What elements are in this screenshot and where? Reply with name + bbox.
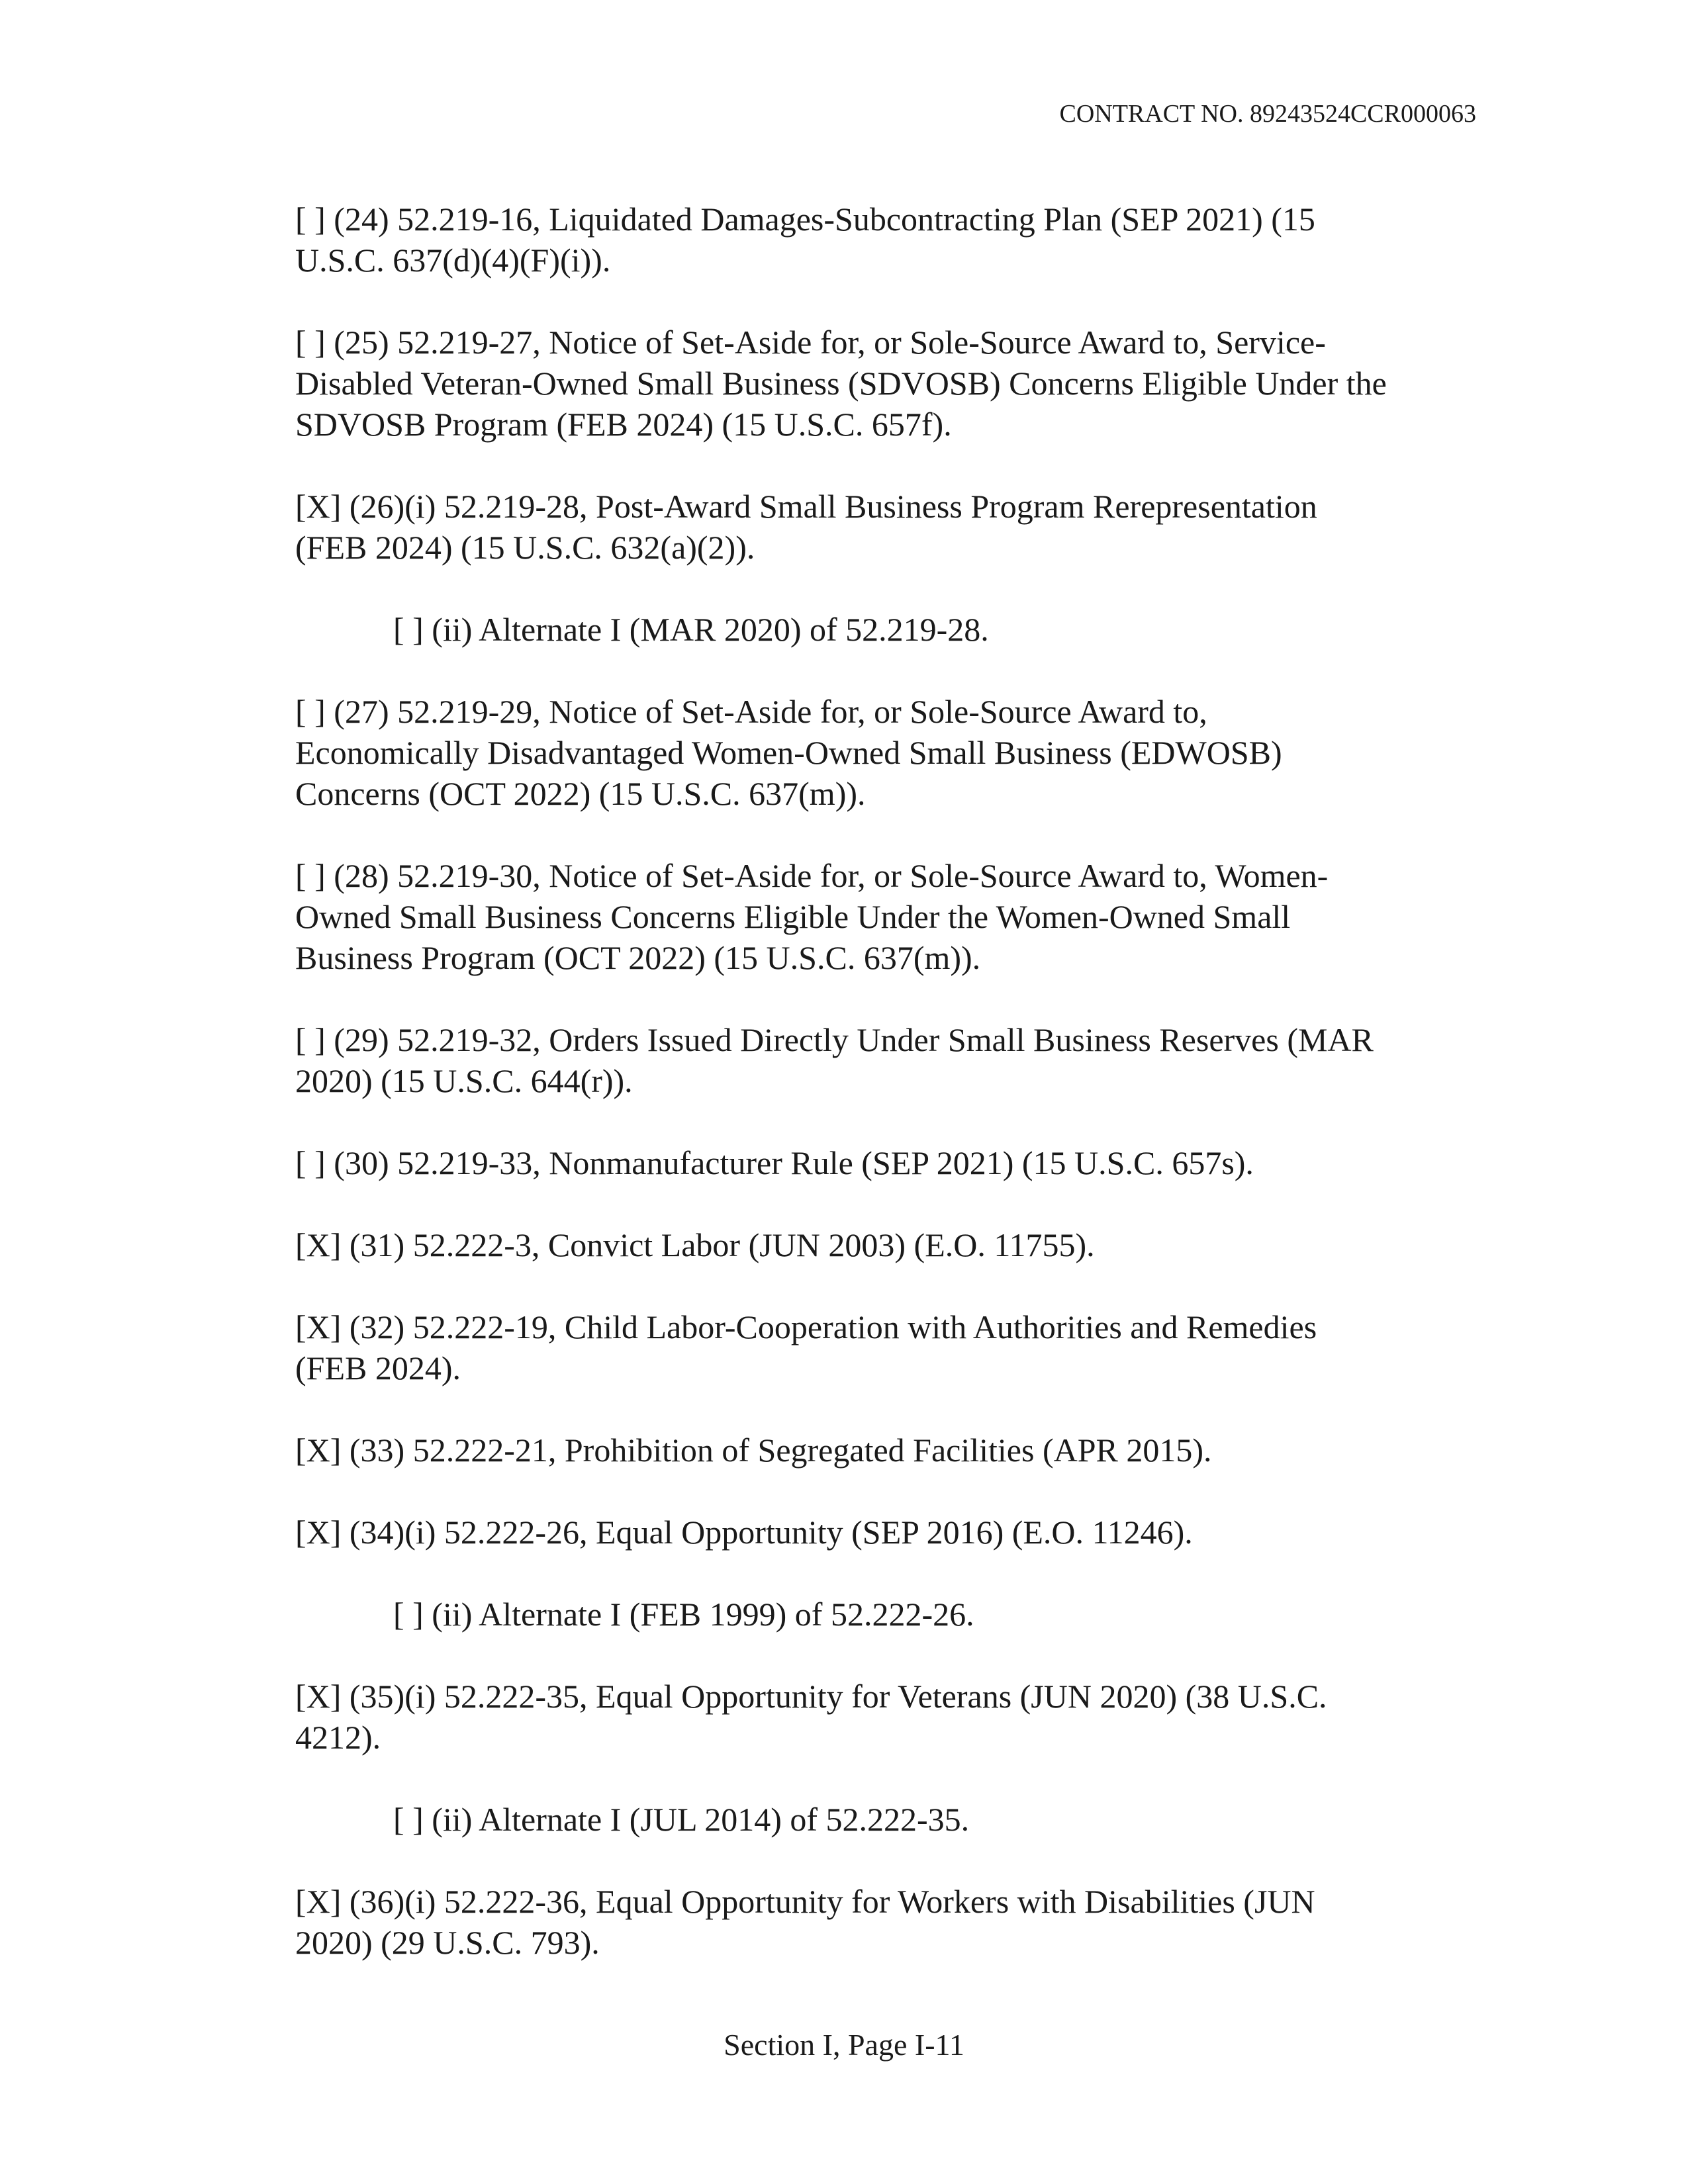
clause-line: [ ] (ii) Alternate I (FEB 1999) of 52.222-26. (393, 1596, 974, 1633)
clause-line: SDVOSB Program (FEB 2024) (15 U.S.C. 657f). (295, 406, 952, 443)
clause-item (295, 1512, 1487, 1553)
clause-line: 2020) (29 U.S.C. 793). (295, 1924, 600, 1961)
alternate-clause-item (295, 609, 1487, 650)
clause-line: (FEB 2024). (295, 1349, 461, 1387)
clause-line: [X] (34)(i) 52.222-26, Equal Opportunity (SEP 2016) (E.O. 11246). (295, 1514, 1193, 1551)
clause-line: Economically Disadvantaged Women-Owned Small Business (EDWOSB) (295, 734, 1282, 771)
clause-item (295, 486, 1487, 568)
clause-line: 2020) (15 U.S.C. 644(r)). (295, 1062, 633, 1099)
clause-line: [ ] (27) 52.219-29, Notice of Set-Aside for, or Sole-Source Award to, (295, 693, 1207, 730)
clause-line: Concerns (OCT 2022) (15 U.S.C. 637(m)). (295, 775, 866, 812)
clause-line: (FEB 2024) (15 U.S.C. 632(a)(2)). (295, 529, 755, 566)
clause-line: U.S.C. 637(d)(4)(F)(i)). (295, 242, 611, 279)
clause-line: [X] (32) 52.222-19, Child Labor-Cooperation with Authorities and Remedies (295, 1308, 1317, 1345)
clause-line: [ ] (25) 52.219-27, Notice of Set-Aside for, or Sole-Source Award to, Service- (295, 324, 1326, 361)
clause-item (295, 1142, 1487, 1183)
clause-line: Business Program (OCT 2022) (15 U.S.C. 637(m)). (295, 939, 981, 976)
clause-item (295, 691, 1487, 814)
clause-line: [ ] (ii) Alternate I (JUL 2014) of 52.222-35. (393, 1801, 970, 1838)
clause-item (295, 1676, 1487, 1758)
clause-item (295, 199, 1487, 281)
clause-item (295, 1306, 1487, 1388)
clause-line: [ ] (ii) Alternate I (MAR 2020) of 52.219-28. (393, 611, 989, 648)
clause-item (295, 322, 1487, 445)
clause-item (295, 1430, 1487, 1471)
clause-line: [ ] (30) 52.219-33, Nonmanufacturer Rule (SEP 2021) (15 U.S.C. 657s). (295, 1144, 1254, 1181)
clause-line: Owned Small Business Concerns Eligible Under the Women-Owned Small (295, 898, 1291, 935)
clause-item (295, 1881, 1487, 1963)
clause-line: [X] (31) 52.222-3, Convict Labor (JUN 2003) (E.O. 11755). (295, 1226, 1095, 1263)
clause-line: [X] (26)(i) 52.219-28, Post-Award Small Business Program Rerepresentation (295, 488, 1317, 525)
clause-line: [X] (33) 52.222-21, Prohibition of Segregated Facilities (APR 2015). (295, 1432, 1212, 1469)
clause-line: [ ] (28) 52.219-30, Notice of Set-Aside for, or Sole-Source Award to, Women- (295, 857, 1329, 894)
clause-line: [X] (35)(i) 52.222-35, Equal Opportunity for Veterans (JUN 2020) (38 U.S.C. (295, 1678, 1327, 1715)
alternate-clause-item (295, 1594, 1487, 1635)
clause-line: 4212). (295, 1719, 381, 1756)
clause-item (295, 1224, 1487, 1265)
page-footer: Section I, Page I-11 (724, 2028, 964, 2062)
clause-list (295, 199, 1487, 2004)
clause-item (295, 1019, 1487, 1101)
clause-item (295, 855, 1487, 978)
contract-number-header: CONTRACT NO. 89243524CCR000063 (1059, 100, 1476, 128)
clause-line: [ ] (24) 52.219-16, Liquidated Damages-Subcontracting Plan (SEP 2021) (15 (295, 201, 1315, 238)
alternate-clause-item (295, 1799, 1487, 1840)
clause-line: Disabled Veteran-Owned Small Business (SDVOSB) Concerns Eligible Under the (295, 365, 1387, 402)
clause-line: [ ] (29) 52.219-32, Orders Issued Directly Under Small Business Reserves (MAR (295, 1021, 1374, 1058)
clause-line: [X] (36)(i) 52.222-36, Equal Opportunity for Workers with Disabilities (JUN (295, 1883, 1315, 1920)
